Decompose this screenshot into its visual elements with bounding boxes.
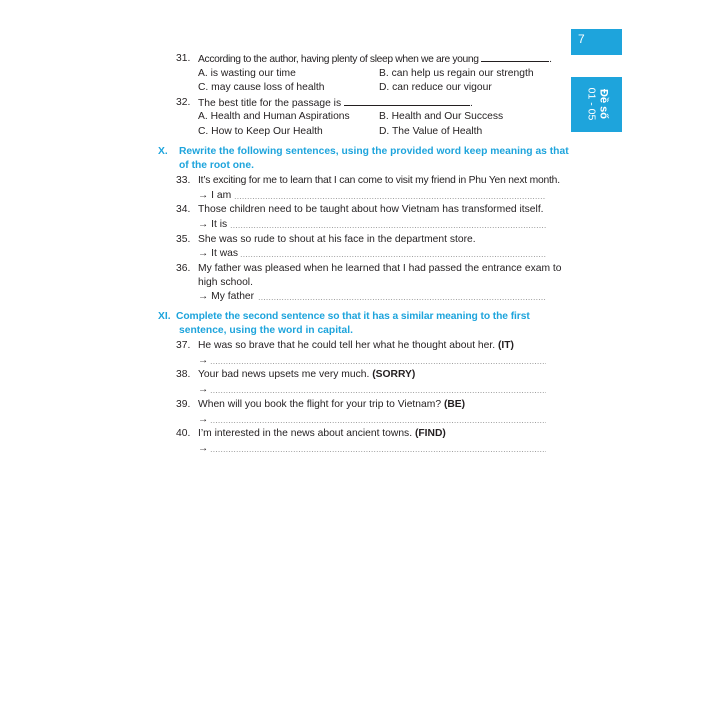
option-a: A. Health and Human Aspirations bbox=[198, 111, 350, 122]
answer-prompt: → bbox=[198, 443, 209, 454]
dotted-answer-line bbox=[258, 299, 546, 300]
section-label: XI. bbox=[158, 311, 171, 322]
question-38 bbox=[176, 368, 416, 381]
section-instruction-line1: Complete the second sentence so that it has a similar meaning to the first bbox=[176, 311, 530, 322]
answer-prompt: → bbox=[198, 355, 209, 366]
question-number: 36. bbox=[176, 263, 191, 274]
dotted-answer-line bbox=[234, 198, 546, 199]
question-31 bbox=[176, 52, 552, 65]
answer-line-34 bbox=[198, 218, 546, 231]
keyword: (FIND) bbox=[414, 428, 446, 439]
option-a: A. is wasting our time bbox=[198, 68, 296, 79]
question-number: 34. bbox=[176, 204, 191, 215]
section-instruction-line1: Rewrite the following sentences, using the provided word keep meaning as that bbox=[179, 146, 569, 157]
option-b: B. can help us regain our strength bbox=[379, 68, 534, 79]
unit-title: Đề số bbox=[597, 89, 610, 119]
question-text-continued: high school. bbox=[198, 277, 253, 288]
page-number-tab bbox=[571, 29, 622, 55]
answer-blank bbox=[344, 96, 470, 106]
question-39 bbox=[176, 398, 466, 411]
dotted-answer-line bbox=[210, 451, 546, 452]
unit-tab bbox=[571, 77, 622, 132]
keyword: (SORRY) bbox=[372, 369, 416, 380]
question-number: 40. bbox=[176, 428, 191, 439]
question-text: The best title for the passage is . bbox=[198, 98, 473, 109]
page-number: 7 bbox=[578, 32, 585, 46]
question-40 bbox=[176, 427, 446, 440]
section-label: X. bbox=[158, 146, 168, 157]
answer-prompt: → My father bbox=[198, 291, 255, 302]
option-b: B. Health and Our Success bbox=[379, 111, 504, 122]
question-34 bbox=[176, 203, 544, 216]
answer-line-38 bbox=[198, 383, 546, 396]
question-35 bbox=[176, 233, 476, 246]
question-text: It’s exciting for me to learn that I can come to visit my friend in Phu Yen next month. bbox=[198, 175, 560, 186]
dotted-answer-line bbox=[230, 227, 546, 228]
answer-blank bbox=[481, 52, 549, 62]
question-33 bbox=[176, 174, 560, 187]
question-text: He was so brave that he could tell her what he thought about her. (IT) bbox=[198, 340, 514, 351]
option-c: C. may cause loss of health bbox=[198, 82, 325, 93]
answer-prompt: → bbox=[198, 384, 209, 395]
question-number: 33. bbox=[176, 175, 191, 186]
option-c: C. How to Keep Our Health bbox=[198, 126, 323, 137]
question-32 bbox=[176, 96, 473, 109]
question-number: 31. bbox=[176, 53, 191, 64]
answer-line-39 bbox=[198, 413, 546, 426]
section-instruction-line2: of the root one. bbox=[179, 160, 254, 171]
answer-line-35 bbox=[198, 247, 546, 260]
dotted-answer-line bbox=[210, 422, 546, 423]
dotted-answer-line bbox=[240, 256, 546, 257]
answer-line-36 bbox=[198, 290, 546, 303]
answer-prompt: → bbox=[198, 414, 209, 425]
question-text: Those children need to be taught about how Vietnam has transformed itself. bbox=[198, 204, 544, 215]
section-instruction-line2: sentence, using the word in capital. bbox=[179, 325, 353, 336]
dotted-answer-line bbox=[210, 392, 546, 393]
question-number: 35. bbox=[176, 234, 191, 245]
question-text: I’m interested in the news about ancient towns. (FIND) bbox=[198, 428, 446, 439]
option-d: D. The Value of Health bbox=[379, 126, 483, 137]
answer-prompt: → It is bbox=[198, 219, 228, 230]
question-text: My father was pleased when he learned that I had passed the entrance exam to bbox=[198, 263, 562, 274]
question-text: When will you book the flight for your trip to Vietnam? (BE) bbox=[198, 399, 466, 410]
question-text: Your bad news upsets me very much. (SORRY) bbox=[198, 369, 416, 380]
question-text: She was so rude to shout at his face in the department store. bbox=[198, 234, 476, 245]
question-number: 37. bbox=[176, 340, 191, 351]
unit-range: 01 - 05 bbox=[585, 87, 598, 121]
option-d: D. can reduce our vigour bbox=[379, 82, 492, 93]
question-text: According to the author, having plenty of sleep when we are young . bbox=[198, 54, 552, 65]
question-number: 38. bbox=[176, 369, 191, 380]
dotted-answer-line bbox=[210, 363, 546, 364]
answer-line-37 bbox=[198, 354, 546, 367]
keyword: (BE) bbox=[443, 399, 466, 410]
question-number: 32. bbox=[176, 97, 191, 108]
answer-prompt: → I am bbox=[198, 190, 232, 201]
question-36 bbox=[176, 262, 562, 275]
answer-prompt: → It was bbox=[198, 248, 239, 259]
question-number: 39. bbox=[176, 399, 191, 410]
keyword: (IT) bbox=[497, 340, 514, 351]
question-37 bbox=[176, 339, 514, 352]
answer-line-40 bbox=[198, 442, 546, 455]
answer-line-33 bbox=[198, 189, 546, 202]
